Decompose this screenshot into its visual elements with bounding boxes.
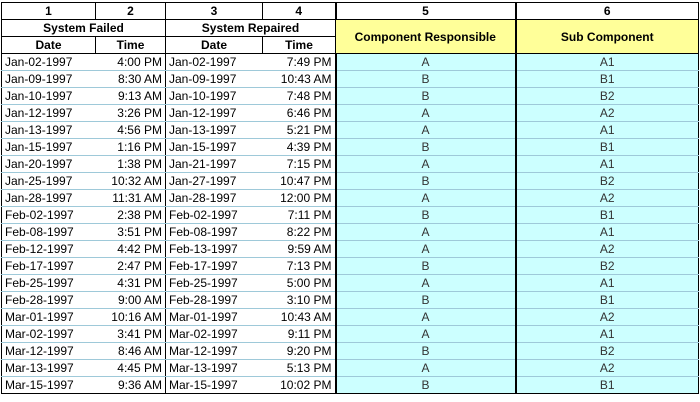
repaired-date-cell: Jan-12-1997 [166,105,263,122]
repaired-time-cell: 9:11 PM [263,326,336,343]
component-responsible-cell: B [336,343,516,360]
component-responsible-cell: A [336,105,516,122]
column-number-2: 2 [96,3,166,20]
failed-time-cell: 8:30 AM [96,71,166,88]
failed-date-cell: Jan-10-1997 [2,88,96,105]
repaired-time-cell: 7:49 PM [263,54,336,71]
repaired-time-cell: 8:22 PM [263,224,336,241]
failed-date-header: Date [2,37,96,54]
failed-time-cell: 9:00 AM [96,292,166,309]
table-row [2,105,699,122]
table-row [2,258,699,275]
failed-date-cell: Jan-28-1997 [2,190,96,207]
repaired-time-cell: 7:11 PM [263,207,336,224]
repaired-time-cell: 9:20 PM [263,343,336,360]
repaired-date-cell: Feb-17-1997 [166,258,263,275]
system-repaired-header: System Repaired [166,20,336,37]
repaired-date-cell: Mar-15-1997 [166,377,263,394]
failed-time-cell: 11:31 AM [96,190,166,207]
sub-component-cell: B1 [516,292,699,309]
failed-date-cell: Feb-08-1997 [2,224,96,241]
repaired-time-cell: 12:00 PM [263,190,336,207]
component-responsible-cell: A [336,309,516,326]
component-responsible-header: Component Responsible [336,20,516,54]
repaired-date-cell: Jan-10-1997 [166,88,263,105]
table-row [2,326,699,343]
repaired-date-cell: Jan-13-1997 [166,122,263,139]
table-row [2,275,699,292]
repaired-date-cell: Jan-21-1997 [166,156,263,173]
table-row [2,71,699,88]
table-row [2,139,699,156]
table-row [2,88,699,105]
sub-component-cell: B2 [516,258,699,275]
table-row [2,122,699,139]
table-row [2,190,699,207]
repaired-time-cell: 5:21 PM [263,122,336,139]
sub-component-cell: B1 [516,139,699,156]
repaired-time-cell: 4:39 PM [263,139,336,156]
failed-date-cell: Jan-02-1997 [2,54,96,71]
table-row [2,54,699,71]
failed-time-cell: 3:51 PM [96,224,166,241]
repaired-time-cell: 3:10 PM [263,292,336,309]
failed-time-cell: 4:56 PM [96,122,166,139]
component-responsible-cell: A [336,224,516,241]
failed-time-cell: 4:31 PM [96,275,166,292]
component-responsible-cell: B [336,173,516,190]
component-responsible-cell: B [336,292,516,309]
component-responsible-cell: A [336,156,516,173]
sub-component-cell: A1 [516,224,699,241]
table-row [2,173,699,190]
repaired-time-cell: 7:15 PM [263,156,336,173]
sub-component-cell: A1 [516,326,699,343]
repaired-date-cell: Jan-15-1997 [166,139,263,156]
failed-date-cell: Jan-13-1997 [2,122,96,139]
sub-component-cell: A1 [516,156,699,173]
failed-date-cell: Jan-12-1997 [2,105,96,122]
repaired-date-cell: Mar-12-1997 [166,343,263,360]
failed-time-cell: 2:47 PM [96,258,166,275]
sub-component-cell: B1 [516,207,699,224]
repaired-date-cell: Mar-13-1997 [166,360,263,377]
sub-component-cell: A2 [516,309,699,326]
repaired-time-cell: 10:43 AM [263,309,336,326]
repaired-date-cell: Feb-02-1997 [166,207,263,224]
component-responsible-cell: A [336,190,516,207]
table-row [2,377,699,394]
repaired-time-cell: 7:13 PM [263,258,336,275]
repaired-date-cell: Feb-08-1997 [166,224,263,241]
sub-component-cell: A1 [516,275,699,292]
failed-time-cell: 10:16 AM [96,309,166,326]
failed-date-cell: Mar-13-1997 [2,360,96,377]
failed-date-cell: Feb-17-1997 [2,258,96,275]
repaired-date-cell: Jan-28-1997 [166,190,263,207]
component-responsible-cell: B [336,71,516,88]
repaired-time-cell: 9:59 AM [263,241,336,258]
table-row [2,207,699,224]
repaired-time-cell: 10:47 PM [263,173,336,190]
column-number-4: 4 [263,3,336,20]
failed-time-cell: 4:45 PM [96,360,166,377]
repaired-time-cell: 6:46 PM [263,105,336,122]
repaired-time-cell: 5:13 PM [263,360,336,377]
column-number-3: 3 [166,3,263,20]
repaired-date-cell: Jan-09-1997 [166,71,263,88]
repaired-time-cell: 10:43 AM [263,71,336,88]
repaired-date-cell: Feb-28-1997 [166,292,263,309]
repaired-date-cell: Mar-01-1997 [166,309,263,326]
failed-time-cell: 2:38 PM [96,207,166,224]
component-responsible-cell: A [336,360,516,377]
table-row [2,241,699,258]
failed-date-cell: Jan-15-1997 [2,139,96,156]
column-number-5: 5 [336,3,516,20]
table-row [2,156,699,173]
sub-component-cell: A2 [516,360,699,377]
failed-date-cell: Mar-02-1997 [2,326,96,343]
component-responsible-cell: B [336,139,516,156]
failed-date-cell: Jan-25-1997 [2,173,96,190]
sub-component-cell: A2 [516,190,699,207]
failed-date-cell: Feb-28-1997 [2,292,96,309]
component-responsible-cell: B [336,377,516,394]
failed-date-cell: Feb-02-1997 [2,207,96,224]
failed-time-cell: 3:26 PM [96,105,166,122]
failed-time-cell: 9:13 AM [96,88,166,105]
failed-time-cell: 8:46 AM [96,343,166,360]
component-responsible-cell: A [336,122,516,139]
system-failed-header: System Failed [2,20,166,37]
failed-date-cell: Feb-12-1997 [2,241,96,258]
sub-component-cell: A2 [516,105,699,122]
sub-component-cell: B2 [516,88,699,105]
failed-time-cell: 4:42 PM [96,241,166,258]
repaired-date-header: Date [166,37,263,54]
table-body [2,54,699,394]
failed-date-cell: Feb-25-1997 [2,275,96,292]
component-responsible-cell: B [336,207,516,224]
repaired-date-cell: Feb-13-1997 [166,241,263,258]
component-responsible-cell: B [336,88,516,105]
sub-component-cell: B1 [516,71,699,88]
repaired-date-cell: Jan-27-1997 [166,173,263,190]
component-responsible-cell: A [336,54,516,71]
table-row [2,309,699,326]
failed-time-cell: 1:38 PM [96,156,166,173]
table-row [2,224,699,241]
failure-repair-table [1,2,699,394]
failed-date-cell: Mar-01-1997 [2,309,96,326]
sub-component-cell: B1 [516,377,699,394]
column-number-row [2,3,699,20]
component-responsible-cell: A [336,326,516,343]
component-responsible-cell: A [336,241,516,258]
table-row [2,292,699,309]
sub-component-cell: A1 [516,122,699,139]
sub-component-cell: B2 [516,343,699,360]
sub-component-cell: A2 [516,241,699,258]
sub-component-cell: A1 [516,54,699,71]
repaired-date-cell: Jan-02-1997 [166,54,263,71]
sub-component-header: Sub Component [516,20,699,54]
repaired-date-cell: Feb-25-1997 [166,275,263,292]
column-number-6: 6 [516,3,699,20]
component-responsible-cell: A [336,275,516,292]
repaired-date-cell: Mar-02-1997 [166,326,263,343]
table-row [2,360,699,377]
repaired-time-cell: 7:48 PM [263,88,336,105]
repaired-time-header: Time [263,37,336,54]
failed-date-cell: Jan-20-1997 [2,156,96,173]
failed-time-cell: 3:41 PM [96,326,166,343]
table-row [2,343,699,360]
repaired-time-cell: 5:00 PM [263,275,336,292]
group-header-row [2,20,699,37]
failed-date-cell: Mar-15-1997 [2,377,96,394]
failed-time-cell: 9:36 AM [96,377,166,394]
failed-time-cell: 1:16 PM [96,139,166,156]
failed-time-cell: 4:00 PM [96,54,166,71]
repaired-time-cell: 10:02 PM [263,377,336,394]
sub-component-cell: B2 [516,173,699,190]
column-number-1: 1 [2,3,96,20]
failed-time-header: Time [96,37,166,54]
component-responsible-cell: B [336,258,516,275]
failed-time-cell: 10:32 AM [96,173,166,190]
failed-date-cell: Jan-09-1997 [2,71,96,88]
failed-date-cell: Mar-12-1997 [2,343,96,360]
